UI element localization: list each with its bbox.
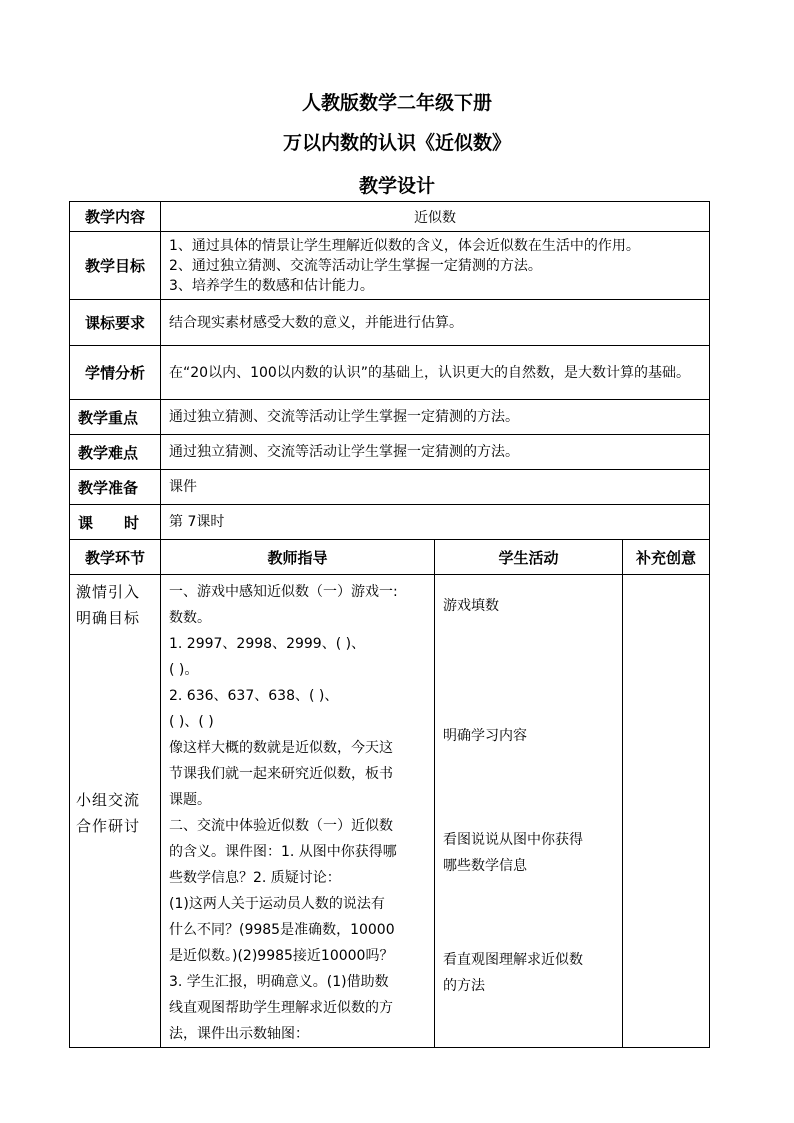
teacher-line: 些数学信息？2. 质疑讨论： xyxy=(169,870,341,886)
teacher-line: 3. 学生汇报，明确意义。(1)借助数 xyxy=(169,974,389,990)
student-activity-3a: 看图说说从图中你获得 xyxy=(443,832,583,848)
value-period: 第 7课时 xyxy=(161,505,710,540)
label-goals: 教学目标 xyxy=(70,232,161,300)
lesson-plan-table xyxy=(69,201,710,1048)
teacher-line: 是近似数。)(2)9985接近10000吗？ xyxy=(169,948,394,964)
row-analysis xyxy=(70,346,710,400)
row-period xyxy=(70,505,710,540)
row-difficulty xyxy=(70,435,710,470)
teacher-column xyxy=(161,575,435,1048)
label-analysis: 学情分析 xyxy=(70,346,161,400)
label-period xyxy=(70,505,161,540)
stage1-line-a: 激情引入 xyxy=(76,583,141,601)
row-prep xyxy=(70,470,710,505)
label-difficulty: 教学难点 xyxy=(70,435,161,470)
value-prep: 课件 xyxy=(161,470,710,505)
teacher-line: 像这样大概的数就是近似数，今天这 xyxy=(169,740,393,756)
student-column xyxy=(435,575,623,1048)
goal-item-2: 2、通过独立猜测、交流等活动让学生掌握一定猜测的方法。 xyxy=(169,257,542,274)
value-analysis: 在“20以内、100以内数的认识”的基础上，认识更大的自然数，是大数计算的基础。 xyxy=(161,346,710,400)
teacher-line: 法，课件出示数轴图： xyxy=(169,1026,309,1042)
teacher-line: 课题。 xyxy=(169,792,211,808)
label-period-b: 时 xyxy=(124,513,140,532)
teacher-line: ( )。 xyxy=(169,662,199,678)
extra-column xyxy=(623,575,710,1048)
teacher-line: 一、游戏中感知近似数（一）游戏一: xyxy=(169,584,398,600)
teacher-line: 2. 636、637、638、( )、 xyxy=(169,688,339,704)
stage2-line-b: 合作研讨 xyxy=(76,817,141,835)
doc-title-line3: 教学设计 xyxy=(358,175,435,197)
student-activity-1: 游戏填数 xyxy=(443,598,499,614)
teacher-line: 节课我们就一起来研究近似数，板书 xyxy=(169,766,393,782)
value-difficulty: 通过独立猜测、交流等活动让学生掌握一定猜测的方法。 xyxy=(161,435,710,470)
teacher-line: 的含义。课件图：1. 从图中你获得哪 xyxy=(169,844,397,860)
value-standard: 结合现实素材感受大数的意义，并能进行估算。 xyxy=(161,300,710,346)
row-goals xyxy=(70,232,710,300)
goal-item-3: 3、培养学生的数感和估计能力。 xyxy=(169,277,374,294)
teacher-line: 线直观图帮助学生理解求近似数的方 xyxy=(169,1000,393,1016)
student-activity-2: 明确学习内容 xyxy=(443,728,527,744)
stage1-line-b: 明确目标 xyxy=(76,609,141,627)
doc-title-line2: 万以内数的认识《近似数》 xyxy=(282,132,511,154)
row-content xyxy=(70,202,710,232)
row-standard xyxy=(70,300,710,346)
stage2-line-a: 小组交流 xyxy=(76,791,141,809)
goal-item-1: 1、通过具体的情景让学生理解近似数的含义，体会近似数在生活中的作用。 xyxy=(169,237,640,254)
student-activity-4a: 看直观图理解求近似数 xyxy=(443,952,583,968)
value-goals xyxy=(161,232,710,300)
row-process-header xyxy=(70,540,710,575)
label-period-a: 课 xyxy=(78,513,94,532)
label-content: 教学内容 xyxy=(70,202,161,232)
header-extra: 补充创意 xyxy=(623,540,710,575)
label-key: 教学重点 xyxy=(70,400,161,435)
value-content: 近似数 xyxy=(161,202,710,232)
teacher-line: ( )、( ) xyxy=(169,714,214,730)
value-key: 通过独立猜测、交流等活动让学生掌握一定猜测的方法。 xyxy=(161,400,710,435)
teacher-line: 什么不同？(9985是准确数，10000 xyxy=(169,922,395,938)
teacher-line: 1. 2997、2998、2999、( )、 xyxy=(169,636,366,652)
doc-title-line1: 人教版数学二年级下册 xyxy=(301,92,492,114)
header-stage: 教学环节 xyxy=(70,540,161,575)
header-student: 学生活动 xyxy=(435,540,623,575)
teacher-line: (1)这两人关于运动员人数的说法有 xyxy=(169,896,385,912)
row-process-body xyxy=(70,575,710,1048)
stage-column xyxy=(70,575,161,1048)
row-key xyxy=(70,400,710,435)
header-teacher: 教师指导 xyxy=(161,540,435,575)
teacher-line: 数数。 xyxy=(169,610,211,626)
teacher-line: 二、交流中体验近似数（一）近似数 xyxy=(169,818,393,834)
label-standard: 课标要求 xyxy=(70,300,161,346)
student-activity-4b: 的方法 xyxy=(443,978,485,994)
label-prep: 教学准备 xyxy=(70,470,161,505)
student-activity-3b: 哪些数学信息 xyxy=(443,858,527,874)
